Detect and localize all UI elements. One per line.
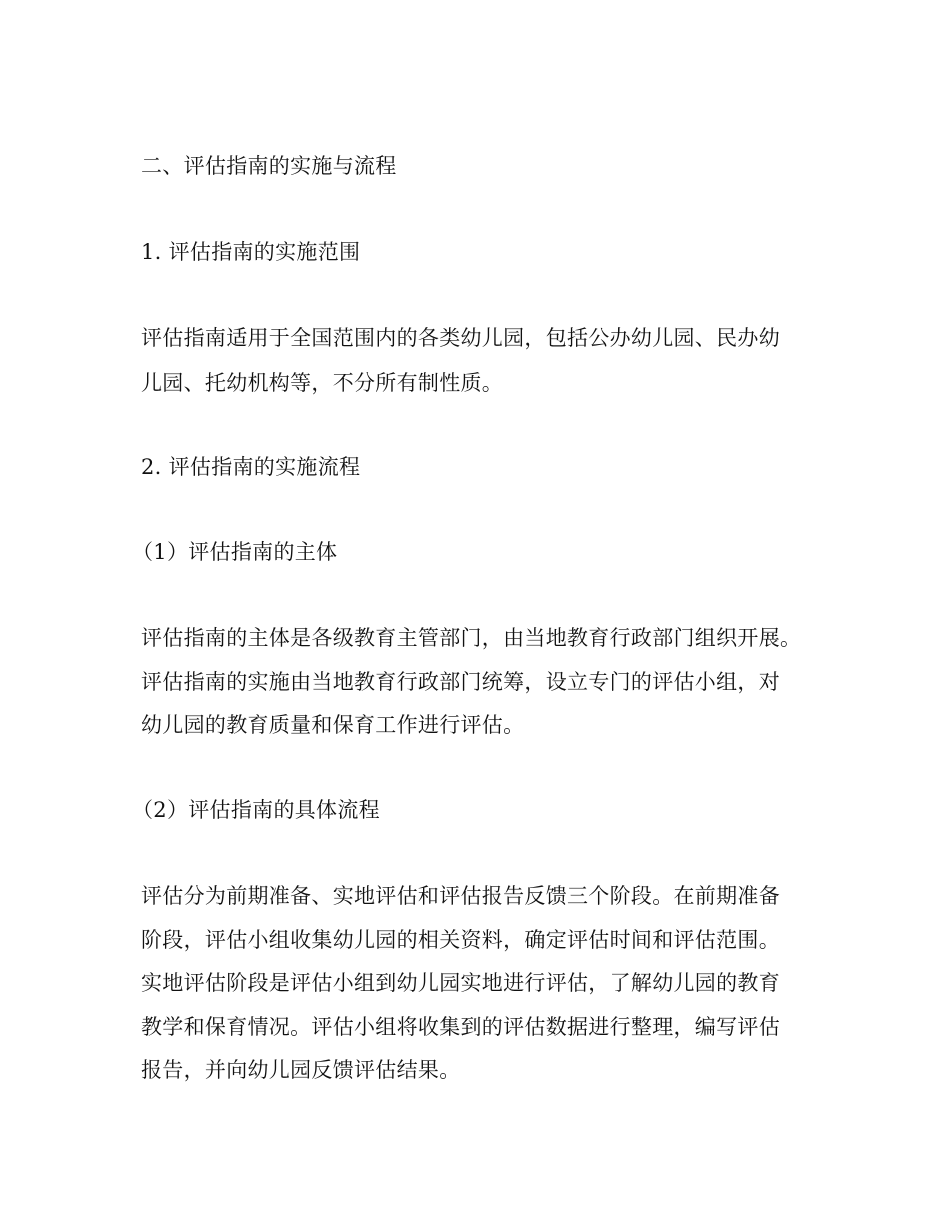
paragraph-procedure-line-1: 评估分为前期准备、实地评估和评估报告反馈三个阶段。在前期准备 (141, 884, 780, 908)
item-heading-subject: （1）评估指南的主体 (132, 540, 338, 564)
item-heading-procedure: （2）评估指南的具体流程 (132, 798, 380, 822)
subsection-heading-scope: 1. 评估指南的实施范围 (141, 240, 361, 264)
paragraph-procedure-line-5: 报告，并向幼儿园反馈评估结果。 (141, 1058, 461, 1082)
section-heading: 二、评估指南的实施与流程 (141, 154, 397, 178)
paragraph-subject-line-1: 评估指南的主体是各级教育主管部门，由当地教育行政部门组织开展。 (141, 626, 802, 650)
paragraph-scope-line-1: 评估指南适用于全国范围内的各类幼儿园，包括公办幼儿园、民办幼 (141, 326, 780, 350)
paragraph-procedure-line-4: 教学和保育情况。评估小组将收集到的评估数据进行整理，编写评估 (141, 1015, 780, 1039)
paragraph-scope-line-2: 儿园、托幼机构等，不分所有制性质。 (141, 371, 504, 395)
paragraph-subject-line-2: 评估指南的实施由当地教育行政部门统筹，设立专门的评估小组，对 (141, 670, 780, 694)
paragraph-procedure-line-3: 实地评估阶段是评估小组到幼儿园实地进行评估，了解幼儿园的教育 (141, 971, 780, 995)
paragraph-procedure-line-2: 阶段，评估小组收集幼儿园的相关资料，确定评估时间和评估范围。 (141, 928, 780, 952)
paragraph-subject-line-3: 幼儿园的教育质量和保育工作进行评估。 (141, 713, 525, 737)
subsection-heading-process: 2. 评估指南的实施流程 (141, 455, 361, 479)
